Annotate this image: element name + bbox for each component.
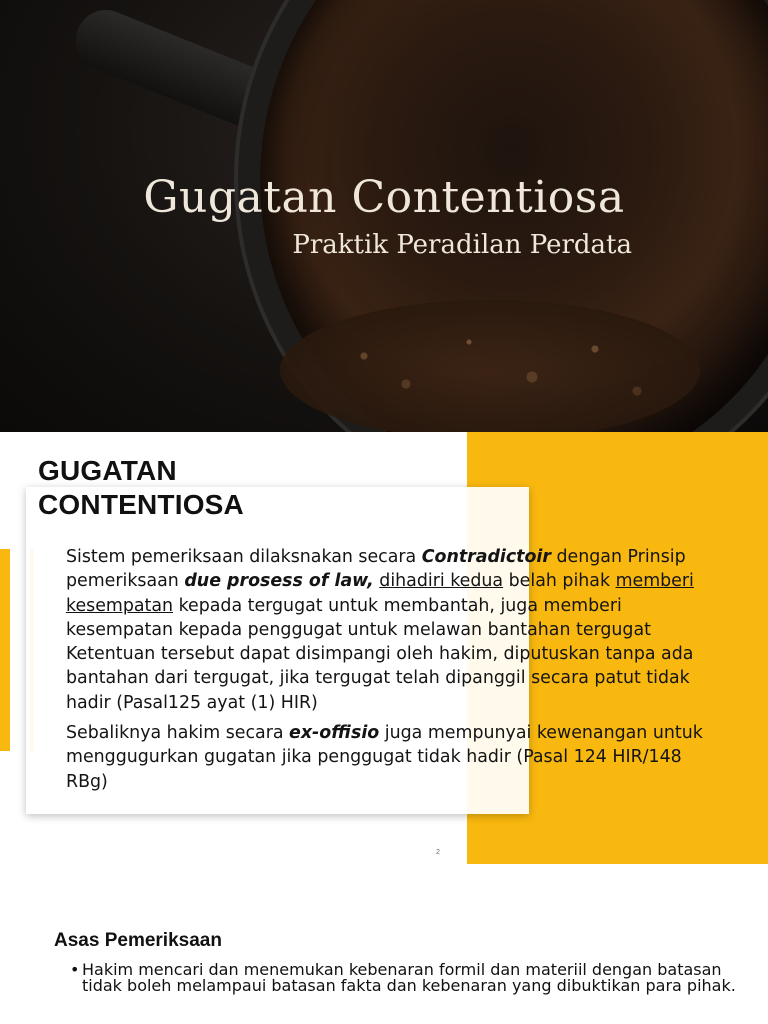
text-run: Sebaliknya hakim secara	[66, 723, 290, 744]
slide-number: 2	[436, 849, 440, 856]
title-slide	[0, 0, 768, 432]
underlined-term: dihadiri kedua	[379, 571, 504, 592]
text-run: juga mempunyai kewenangan untuk menggugurkan gugatan jika penggugat tidak hadir (Pasal 124 HIR/148 RBg)	[66, 723, 703, 792]
slide-subtitle: Praktik Peradilan Perdata	[292, 230, 632, 260]
paragraph-ex-offisio	[66, 721, 706, 794]
text-run: belah pihak	[503, 571, 616, 592]
text-run: Sistem pemeriksaan dilaksnakan secara	[66, 547, 422, 567]
bold-term: due prosess of law,	[184, 571, 374, 592]
text-run: dengan Prinsip pemeriksaan	[66, 547, 686, 592]
underlined-term: memberi kesempatan	[66, 571, 694, 616]
coffee-foam-image	[280, 300, 700, 432]
slide-body	[66, 545, 706, 800]
slide-heading-line2: CONTENTIOSA	[38, 489, 244, 520]
accent-bar	[0, 549, 10, 751]
bold-term: Contradictoir	[421, 547, 551, 567]
slide-heading: Asas Pemeriksaan	[54, 930, 222, 951]
cup-handle-image	[67, 1, 293, 139]
text-run: kepada tergugat untuk membantah, juga memberi kesempatan kepada penggugat untuk melawan bantahan tergugat Ketentuan tersebut dapat disimpangi oleh hakim, diputuskan tanpa ada bantahan dari tergugat, jika tergugat telah dipanggil secara patut tidak hadir (Pasal125 ayat (1) HIR)	[66, 595, 694, 713]
slide-heading	[38, 454, 244, 522]
paragraph-contradictoir	[66, 545, 706, 715]
bullet-icon: •	[70, 960, 80, 979]
slide-title: Gugatan Contentiosa	[143, 172, 625, 223]
asas-slide	[0, 864, 768, 1024]
bullet-item	[70, 960, 752, 995]
bullet-text: Hakim mencari dan menemukan kebenaran formil dan materiil dengan batasan tidak boleh melampaui batasan fakta dan kebenaran yang dibuktikan para pihak.	[82, 960, 736, 995]
bold-term: ex-offisio	[289, 723, 380, 744]
slide-heading-line1: GUGATAN	[38, 455, 177, 486]
content-slide	[0, 432, 768, 864]
